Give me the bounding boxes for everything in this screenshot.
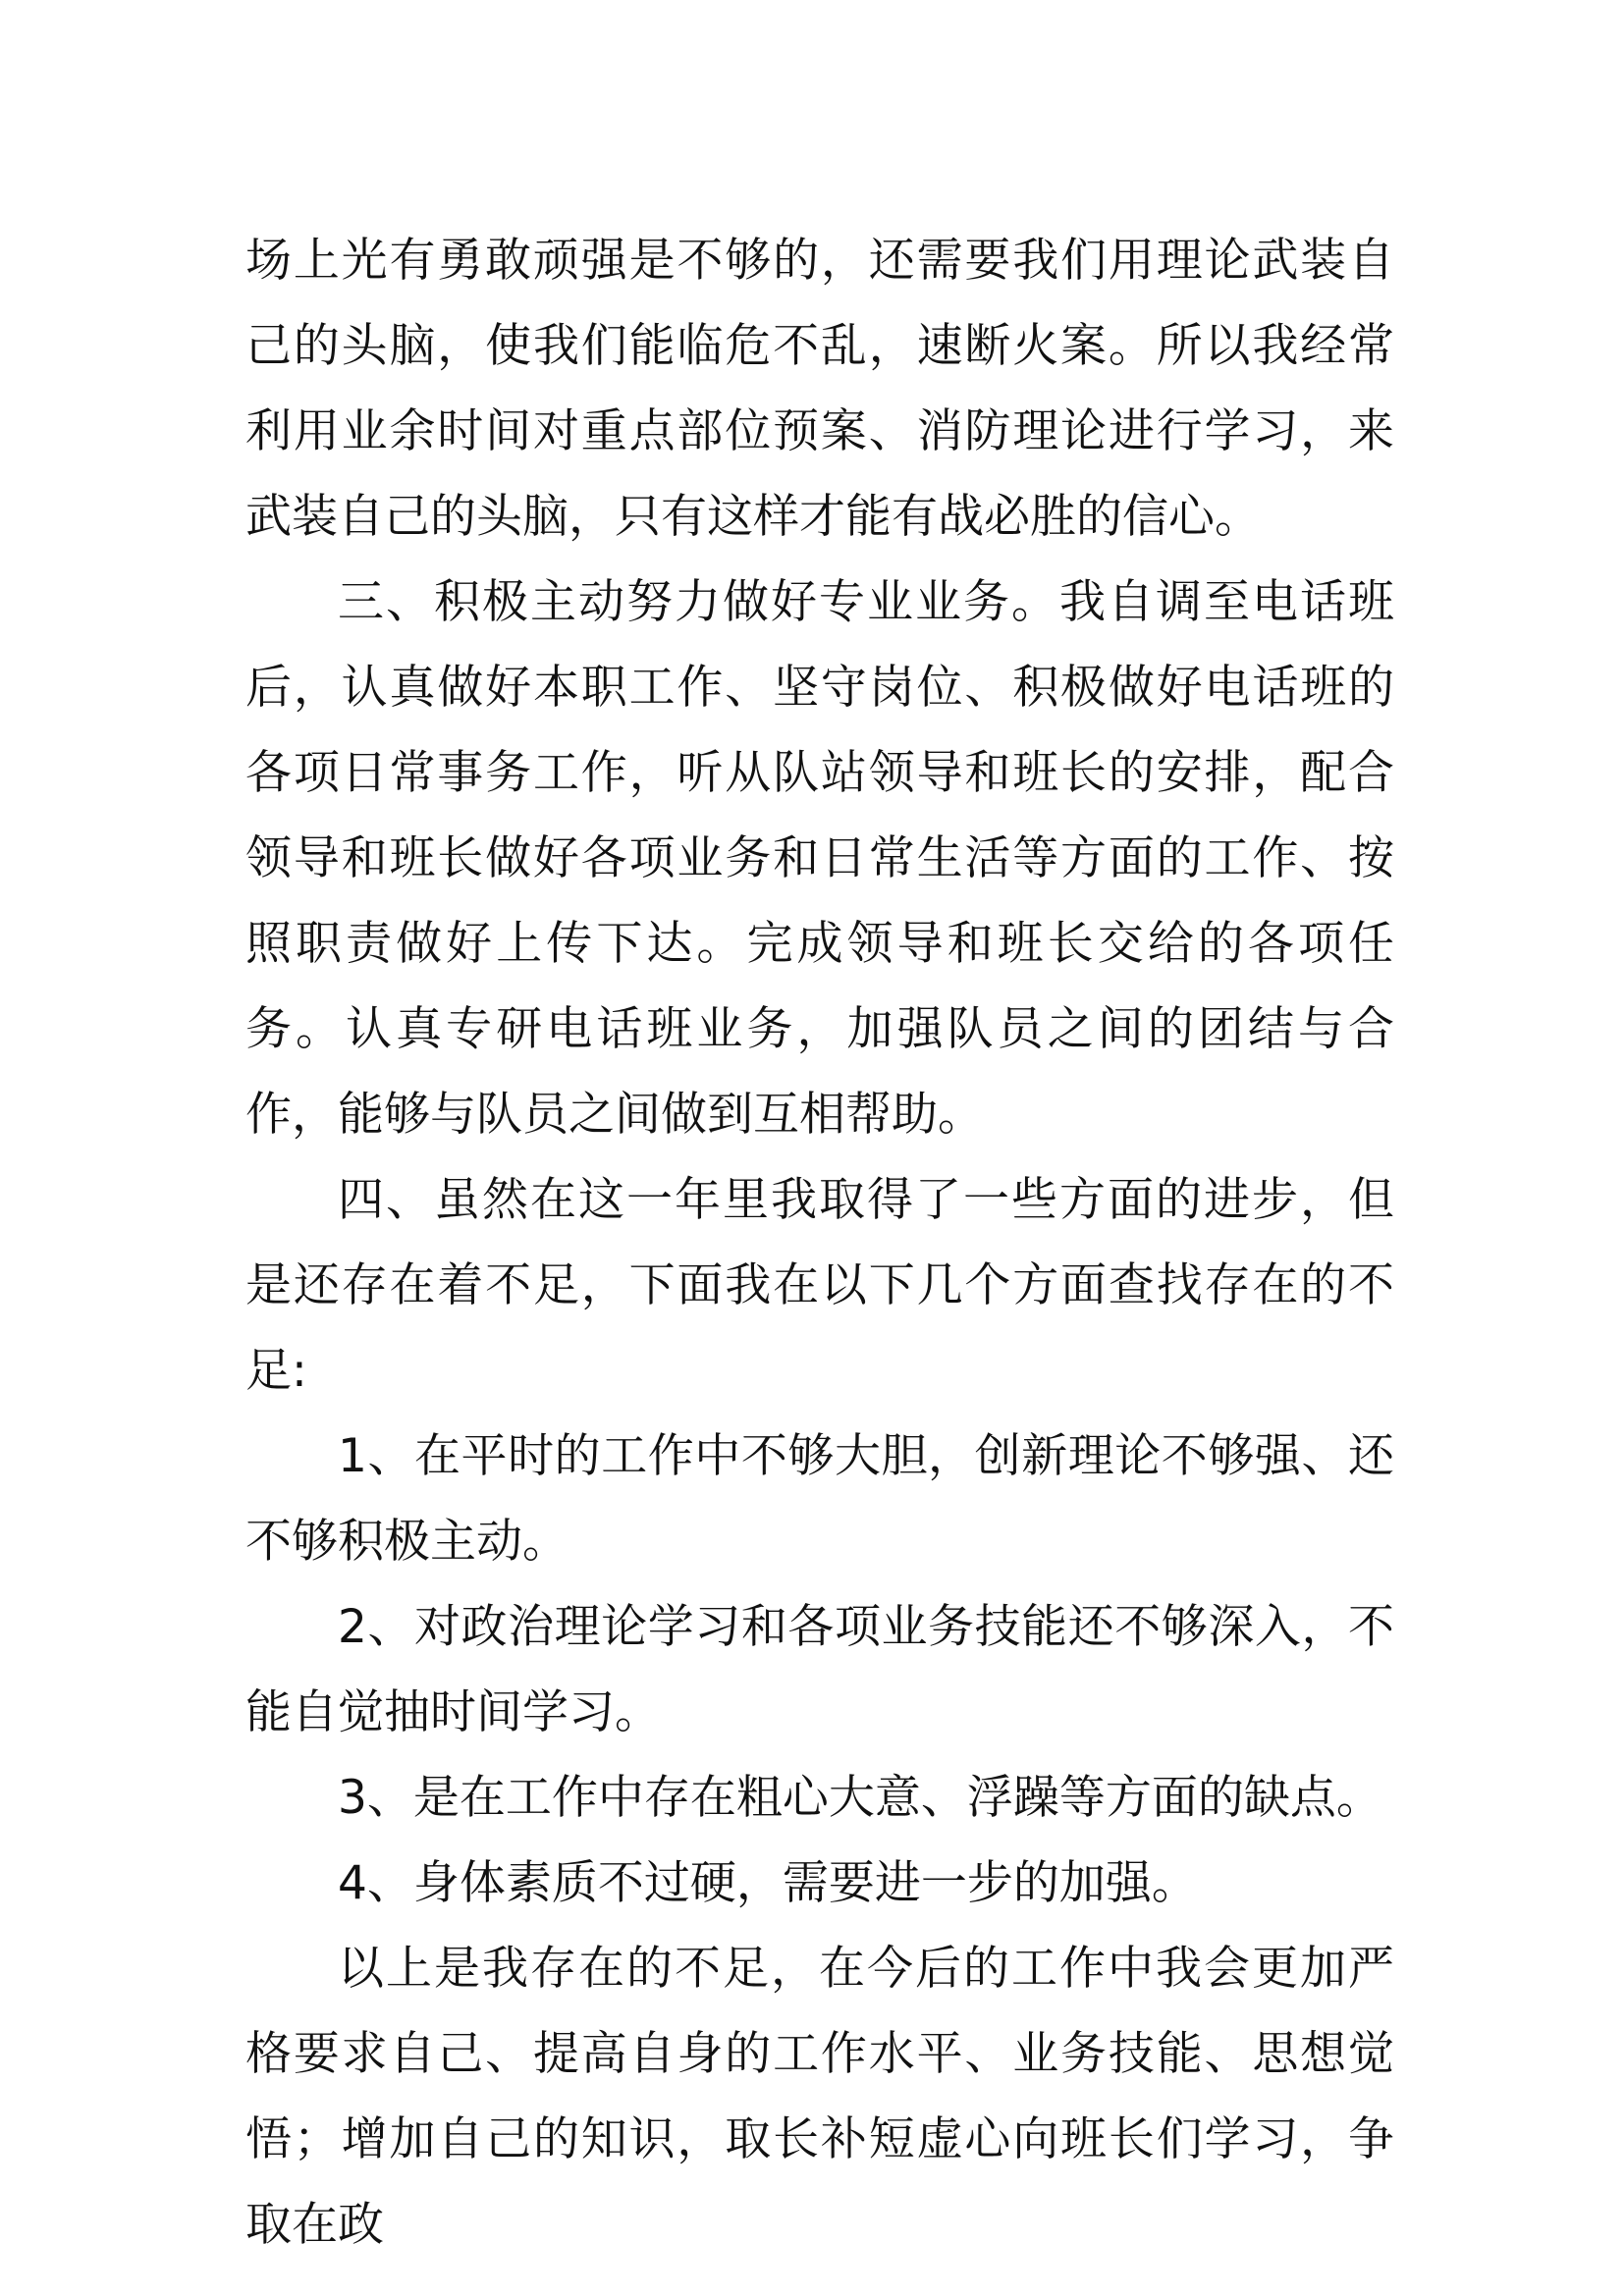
paragraph-item-3: 3、是在工作中存在粗心大意、浮躁等方面的缺点。 — [338, 1771, 1382, 1825]
paragraph-section-3: 三、积极主动努力做好专业业务。我自调至电话班后，认真做好本职工作、坚守岗位、积极做好电话班的各项日常事务工作，听从队站领导和班长的安排，配合领导和班长做好各项业务和日常生活等方面的工作、按照职责做好上传下达。完成领导和班长交给的各项任务。认真专研电话班业务，加强队员之间的团结与合作，能够与队员之间做到互相帮助。 — [245, 575, 1394, 1142]
document-body — [245, 218, 1394, 2268]
paragraph-section-4: 四、虽然在这一年里我取得了一些方面的进步，但是还存在着不足，下面我在以下几个方面查找存在的不足: — [245, 1173, 1394, 1398]
paragraph-conclusion: 以上是我存在的不足，在今后的工作中我会更加严格要求自己、提高自身的工作水平、业务技能、思想觉悟；增加自己的知识，取长补短虚心向班长们学习，争取在政 — [245, 1942, 1394, 2252]
paragraph-item-2: 2、对政治理论学习和各项业务技能还不够深入，不能自觉抽时间学习。 — [245, 1600, 1394, 1739]
paragraph-item-4: 4、身体素质不过硬，需要进一步的加强。 — [338, 1856, 1198, 1910]
paragraph-item-1: 1、在平时的工作中不够大胆，创新理论不够强、还不够积极主动。 — [245, 1429, 1394, 1569]
paragraph-continued: 场上光有勇敢顽强是不够的，还需要我们用理论武装自己的头脑，使我们能临危不乱，速断火案。所以我经常利用业余时间对重点部位预案、消防理论进行学习，来武装自己的头脑，只有这样才能有战必胜的信心。 — [245, 234, 1394, 544]
